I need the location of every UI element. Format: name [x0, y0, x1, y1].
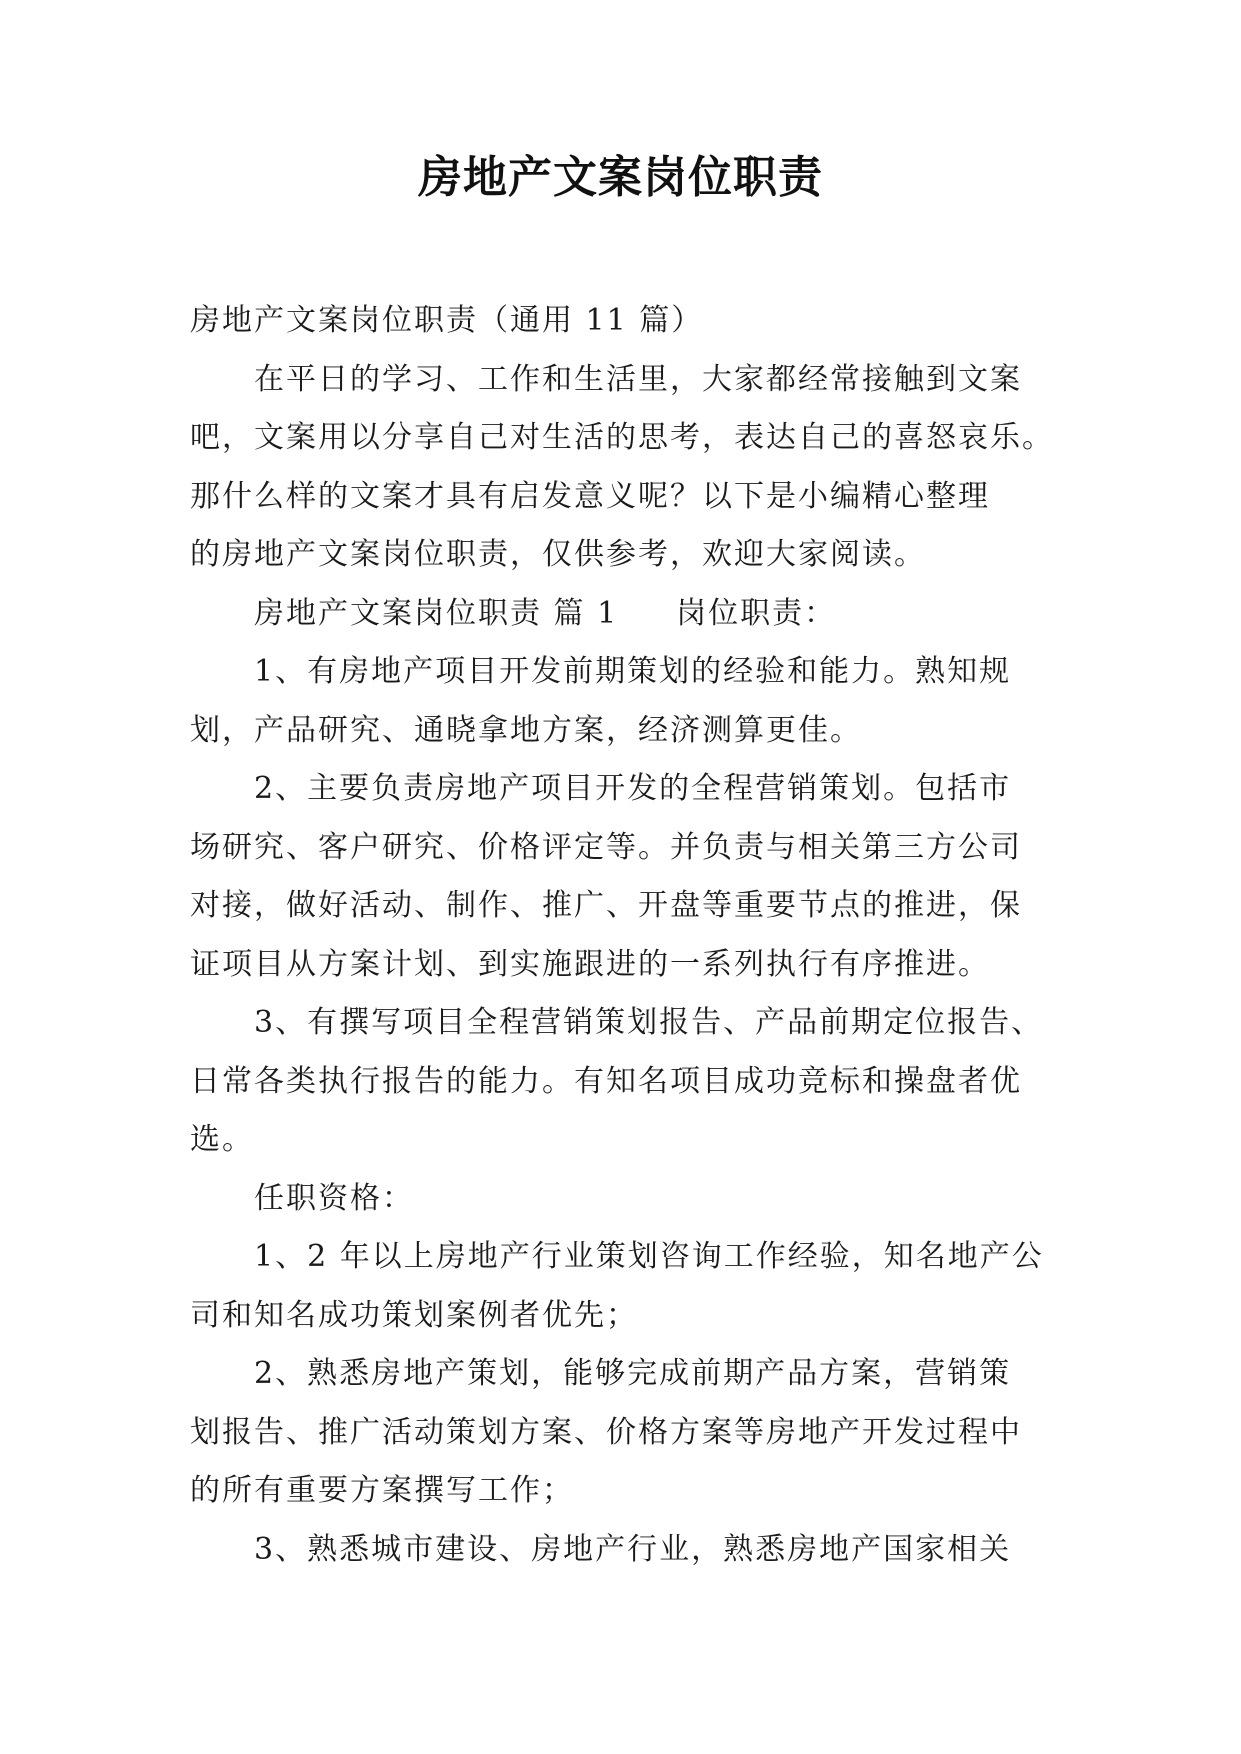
- duty-line: 证项目从方案计划、到实施跟进的一系列执行有序推进。: [190, 946, 990, 982]
- intro-line: 的房地产文案岗位职责，仅供参考，欢迎大家阅读。: [190, 537, 926, 572]
- duty-line: 场研究、客户研究、价格评定等。并负责与相关第三方公司: [190, 829, 1022, 865]
- duty-line: 日常各类执行报告的能力。有知名项目成功竞标和操盘者优: [190, 1063, 1022, 1099]
- duty-line: 划，产品研究、通晓拿地方案，经济测算更佳。: [190, 712, 862, 748]
- section-title: 房地产文案岗位职责 篇 1: [254, 595, 619, 631]
- qualification-line: 司和知名成功策划案例者优先；: [190, 1297, 638, 1333]
- document-title: 房地产文案岗位职责: [418, 152, 823, 203]
- qualification-line: 2、熟悉房地产策划，能够完成前期产品方案，营销策: [254, 1356, 1012, 1391]
- intro-line: 那什么样的文案才具有启发意义呢？以下是小编精心整理: [190, 478, 990, 514]
- qualification-line: 划报告、推广活动策划方案、价格方案等房地产开发过程中: [190, 1414, 1022, 1450]
- qualification-line: 的所有重要方案撰写工作；: [190, 1473, 574, 1508]
- document-subtitle: 房地产文案岗位职责（通用 11 篇）: [190, 303, 704, 338]
- qualification-line: 1、2 年以上房地产行业策划咨询工作经验，知名地产公: [254, 1239, 1044, 1274]
- document-body: [190, 292, 1054, 1579]
- section-label: 岗位职责：: [676, 595, 837, 631]
- intro-line: 在平日的学习、工作和生活里，大家都经常接触到文案: [254, 361, 1022, 397]
- duty-line: 对接，做好活动、制作、推广、开盘等重要节点的推进，保: [190, 888, 1022, 923]
- qualification-line: 3、熟悉城市建设、房地产行业，熟悉房地产国家相关: [254, 1531, 1012, 1567]
- qualifications-heading: 任职资格：: [254, 1180, 414, 1216]
- duty-line: 选。: [190, 1122, 254, 1157]
- section-heading: [190, 585, 1050, 644]
- duty-line: 2、主要负责房地产项目开发的全程营销策划。包括市: [254, 771, 1012, 806]
- duty-line: 1、有房地产项目开发前期策划的经验和能力。熟知规: [254, 654, 1012, 689]
- duty-line: 3、有撰写项目全程营销策划报告、产品前期定位报告、: [254, 1005, 1044, 1040]
- intro-line: 吧，文案用以分享自己对生活的思考，表达自己的喜怒哀乐。: [190, 420, 1054, 455]
